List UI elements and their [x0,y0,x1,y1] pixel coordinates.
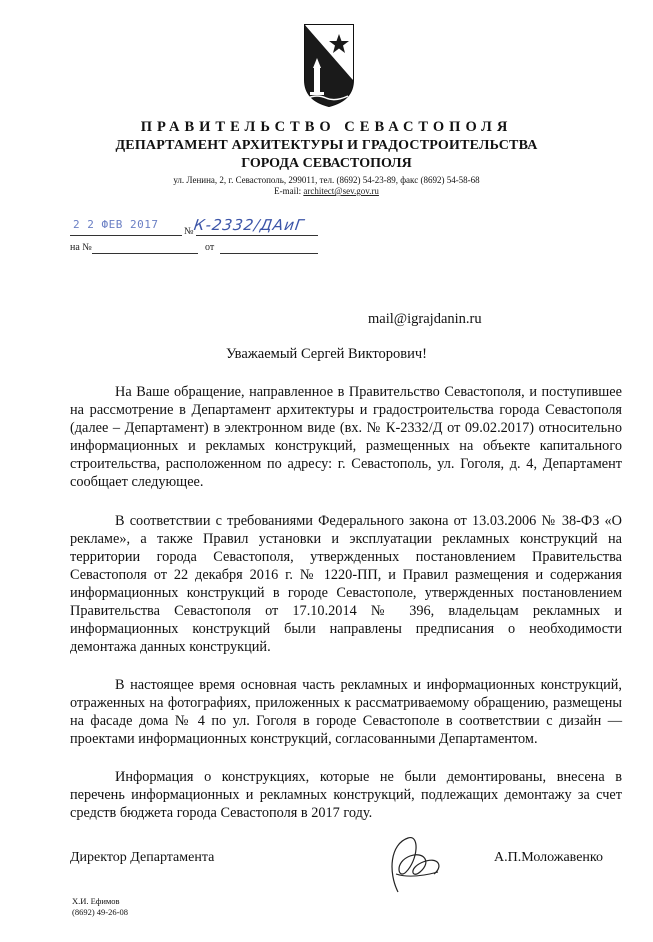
registration-date-stamp: 2 2 ФЕВ 2017 [73,218,159,231]
salutation: Уважаемый Сергей Викторович! [226,346,427,362]
paragraph-text: В соответствии с требованиями Федерального закона от 13.03.2006 № 38-ФЗ «О рекламе», а также Правил установки и эксплуатации рекламных конструкций на территории города Севастополя, утвержденных постановлением Правительства Севастополя от 22 декабря 2016 г. № 1220-ПП, и Правил размещения и содержания информационных конструкций в городе Севастополе, утвержденных постановлением Правительства Севастополя от 17.10.2014 № 396, владельцам рекламных и информационных конструкций были направлены предписания о необходимости демонтажа данных конструкций. [70,513,622,655]
reply-from-underline [220,253,318,254]
org-email-line [0,186,653,196]
executor-info [72,896,128,918]
reg-date-underline [70,235,182,236]
executor-name: Х.И. Ефимов [72,896,120,906]
paragraph-text: На Ваше обращение, направленное в Правительство Севастополя, и поступившее на рассмотрение в Департамент архитектуры и градостроительства города Севастополя (далее – Департамент) в электронном виде (вх. № К-2332/Д от 09.02.2017) относительно информационных и рекламых конструкций, размещенных на объекте капитального строительства, расположенном по адресу: г. Севастополь, ул. Гоголя, д. 4, Департамент сообщает следующее. [70,384,622,490]
reply-no-underline [92,253,198,254]
org-name-line3: ГОРОДА СЕВАСТОПОЛЯ [241,156,412,171]
handwritten-signature [368,832,450,902]
sevastopol-coat-of-arms-icon [302,22,356,108]
reply-from-label: от [205,242,215,253]
reply-to-label: на № [70,242,92,253]
signatory-name: А.П.Моложавенко [494,850,603,865]
paragraph-text: В настоящее время основная часть рекламных и информационных конструкций, отраженных на фотографиях, приложенных к рассматриваемому обращению, размещены на фасаде дома № 4 по ул. Гоголя в городе Севастополе в соответствии с дизайн — проектами информационных конструкций, согласованными Департаментом. [70,677,622,747]
org-email-link[interactable]: architect@sev.gov.ru [303,186,379,196]
email-label: E-mail: [274,186,304,196]
letter-paragraph [70,768,622,822]
letter-paragraph [70,676,622,748]
letter-paragraph [70,383,622,491]
recipient-email: mail@igrajdanin.ru [368,311,482,327]
reg-no-underline [196,235,318,236]
signatory-title: Директор Департамента [70,850,215,865]
org-name-line1: ПРАВИТЕЛЬСТВО СЕВАСТОПОЛЯ [140,119,513,135]
org-name-line2: ДЕПАРТАМЕНТ АРХИТЕКТУРЫ И ГРАДОСТРОИТЕЛЬСТВА [115,138,538,153]
executor-phone: (8692) 49-26-08 [72,907,128,917]
handwritten-registration-number: К-2332/ДАиГ [192,216,306,234]
paragraph-text: Информация о конструкциях, которые не были демонтированы, внесена в перечень информационных и рекламных конструкций, подлежащих демонтажу за счет средств бюджета города Севастополя в 2017 году. [70,769,622,821]
org-address: ул. Ленина, 2, г. Севастополь, 299011, тел. (8692) 54-23-89, факс (8692) 54-58-68 [173,175,480,185]
letter-paragraph [70,512,622,656]
reg-no-label: № [184,226,194,237]
